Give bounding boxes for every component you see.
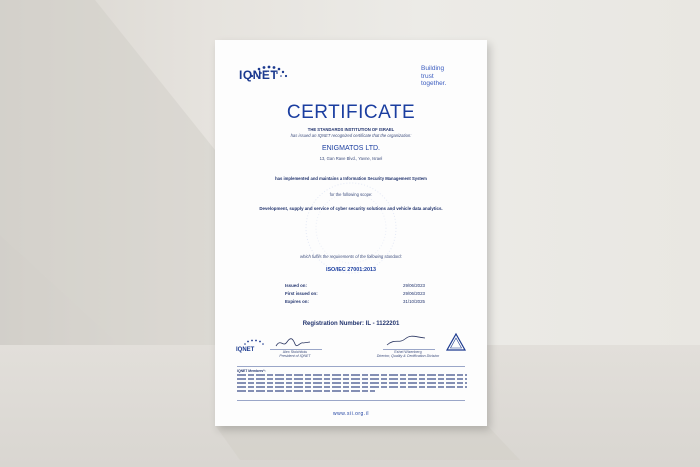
organization-address: 13, Gan Rave Blvd., Yavne, Israel <box>319 156 383 161</box>
signature-director-icon <box>385 334 427 348</box>
registration-number: Registration Number: IL - 1122201 <box>302 321 400 327</box>
signature-president-icon <box>273 336 313 350</box>
members-list <box>237 374 467 396</box>
fulfils-text: which fulfils the requirements of the following standard: <box>300 254 402 259</box>
brand-name: IQNET <box>239 68 279 82</box>
scope-text: Development, supply and service of cyber security solutions and vehicle data analytics. <box>259 206 443 211</box>
implementation-statement: has implemented and maintains a Information Security Management System <box>275 176 427 181</box>
certificate-title: CERTIFICATE <box>286 102 416 123</box>
signatory-director: Eshel Wizenberg Director, Quality & Certification Division <box>376 350 440 358</box>
seal-left-label: IQNET <box>236 347 255 353</box>
organization-name: ENIGMATOS LTD. <box>322 145 380 152</box>
signatory-president: Alex Stoichitoiu President of IQNET <box>279 350 311 358</box>
dates-table <box>285 283 425 307</box>
scope-heading: for the following scope: <box>329 192 373 197</box>
date-row: Issued on: 29/06/2023 <box>285 283 425 288</box>
date-row: Expires on: 31/10/2025 <box>285 299 425 304</box>
website-link[interactable]: www.sii.org.il <box>333 411 369 417</box>
divider <box>237 366 465 367</box>
issuing-institution: THE STANDARDS INSTITUTION OF ISRAEL <box>307 127 395 132</box>
issued-to-text: has issued an IQNET recognized certificate that the organization: <box>290 133 412 138</box>
date-row: First issued on: 29/06/2023 <box>285 291 425 296</box>
sii-seal-icon <box>445 332 467 354</box>
brand-tagline: Building trust together. <box>421 65 447 87</box>
certificate-paper <box>215 40 487 426</box>
standard-name: ISO/IEC 27001:2013 <box>325 267 377 273</box>
members-heading: IQNET Members*: <box>237 369 266 373</box>
divider <box>237 400 465 401</box>
